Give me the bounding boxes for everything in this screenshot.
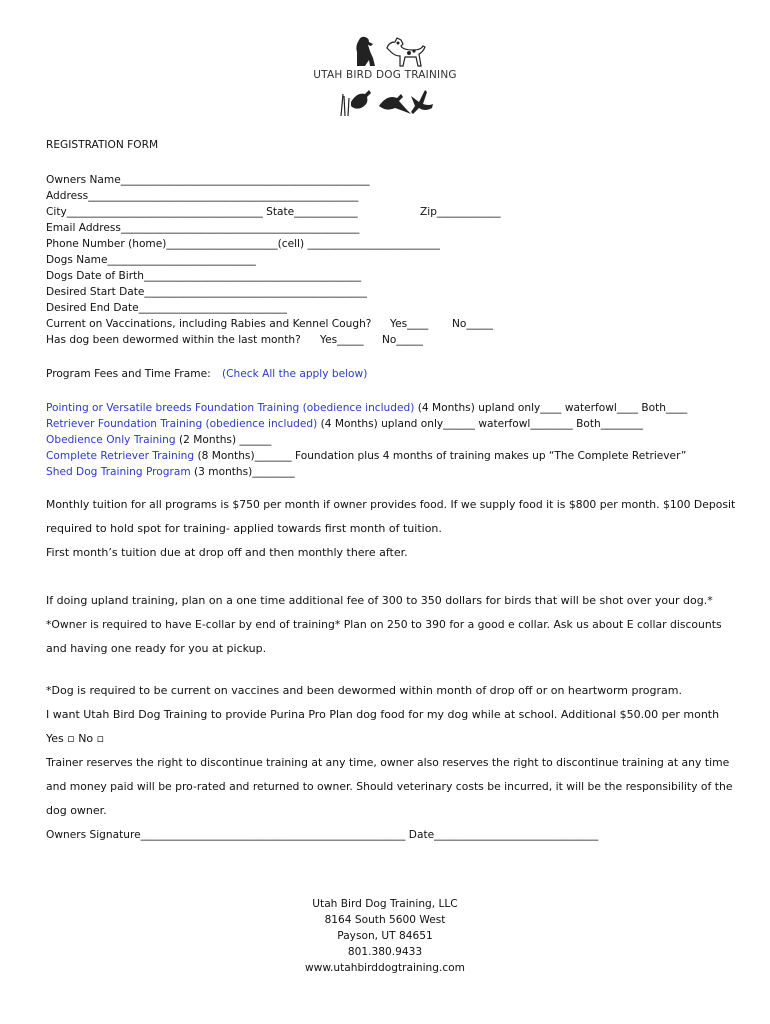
dog-food-yes-no: Yes ▫ No ▫ <box>46 732 105 745</box>
program-heading: Program Fees and Time Frame: <box>46 368 211 380</box>
program-item <box>46 433 271 447</box>
footer-contact <box>0 896 770 976</box>
program-detail: (4 Months) upland only______ waterfowl________ Both________ <box>317 418 644 430</box>
vaccine-requirement-text: *Dog is required to be current on vaccines and been dewormed within month of drop off or on heartworm program. <box>46 684 682 697</box>
birds-logo-icon <box>335 84 435 118</box>
dogs-logo-icon <box>343 32 427 68</box>
program-item <box>46 401 687 415</box>
check-note: (Check All the apply below) <box>222 368 368 380</box>
program-item <box>46 465 295 479</box>
discontinue-text: Trainer reserves the right to discontinue training at any time, owner also reserves the right to discontinue training at any time <box>46 756 730 769</box>
address-field: Address___________________________________________________ <box>46 190 359 202</box>
dog-owner-text: dog owner. <box>46 804 107 817</box>
vaccination-question: Current on Vaccinations, including Rabies and Kennel Cough? <box>46 318 372 330</box>
footer-street: 8164 South 5600 West <box>324 914 446 926</box>
program-detail: (8 Months)_______ Foundation plus 4 months of training makes up “The Complete Retriever” <box>194 450 687 462</box>
footer-city: Payson, UT 84651 <box>337 930 433 942</box>
start-date-field: Desired Start Date__________________________________________ <box>46 286 367 298</box>
program-name: Shed Dog Training Program <box>46 466 191 478</box>
deposit-text: required to hold spot for training- applied towards first month of tuition. <box>46 522 442 535</box>
dog-food-text: I want Utah Bird Dog Training to provide Purina Pro Plan dog food for my dog while at school. Additional $50.00 per month <box>46 708 720 721</box>
deworm-no: No_____ <box>382 334 423 346</box>
vaccination-yes: Yes____ <box>390 318 429 330</box>
zip-field: Zip____________ <box>420 206 501 218</box>
form-title: REGISTRATION FORM <box>46 139 159 151</box>
program-name: Pointing or Versatile breeds Foundation Training (obedience included) <box>46 402 415 414</box>
end-date-field: Desired End Date____________________________ <box>46 302 288 314</box>
program-item <box>46 417 643 431</box>
footer-phone: 801.380.9433 <box>347 946 423 958</box>
email-field: Email Address_____________________________________________ <box>46 222 360 234</box>
deworm-question: Has dog been dewormed within the last month? <box>46 334 301 346</box>
ecollar-text: *Owner is required to have E-collar by end of training* Plan on 250 to 390 for a good e collar. Ask us about E collar discounts <box>46 618 722 631</box>
ecollar-pickup-text: and having one ready for you at pickup. <box>46 642 267 655</box>
program-name: Complete Retriever Training <box>46 450 195 462</box>
footer-website: www.utahbirddogtraining.com <box>305 962 465 974</box>
city-state-field: City_____________________________________ State____________ <box>46 206 358 218</box>
company-logo <box>0 32 770 118</box>
signature-line: Owners Signature__________________________________________________ Date_______________________________ <box>46 829 599 841</box>
vaccination-no: No_____ <box>452 318 493 330</box>
program-detail: (4 Months) upland only____ waterfowl____ Both____ <box>414 402 688 414</box>
dogs-name-field: Dogs Name____________________________ <box>46 254 256 266</box>
dogs-dob-field: Dogs Date of Birth_________________________________________ <box>46 270 362 282</box>
deworm-yes: Yes_____ <box>320 334 364 346</box>
first-month-text: First month’s tuition due at drop off and then monthly there after. <box>46 546 408 559</box>
phone-field: Phone Number (home)_____________________(cell) _________________________ <box>46 238 440 250</box>
company-name: UTAH BIRD DOG TRAINING <box>313 69 457 81</box>
tuition-text: Monthly tuition for all programs is $750 per month if owner provides food. If we supply food it is $800 per month. $100 Deposit <box>46 498 736 511</box>
program-detail: (3 months)________ <box>190 466 295 478</box>
program-name: Obedience Only Training <box>46 434 176 446</box>
owners-name-field: Owners Name_______________________________________________ <box>46 174 370 186</box>
program-name: Retriever Foundation Training (obedience included) <box>46 418 318 430</box>
program-item <box>46 449 686 463</box>
prorate-text: and money paid will be pro-rated and returned to owner. Should veterinary costs be incurred, it will be the responsibility of the <box>46 780 733 793</box>
footer-company: Utah Bird Dog Training, LLC <box>312 898 458 910</box>
program-detail: (2 Months) ______ <box>175 434 272 446</box>
upland-fee-text: If doing upland training, plan on a one time additional fee of 300 to 350 dollars for birds that will be shot over your dog.* <box>46 594 713 607</box>
